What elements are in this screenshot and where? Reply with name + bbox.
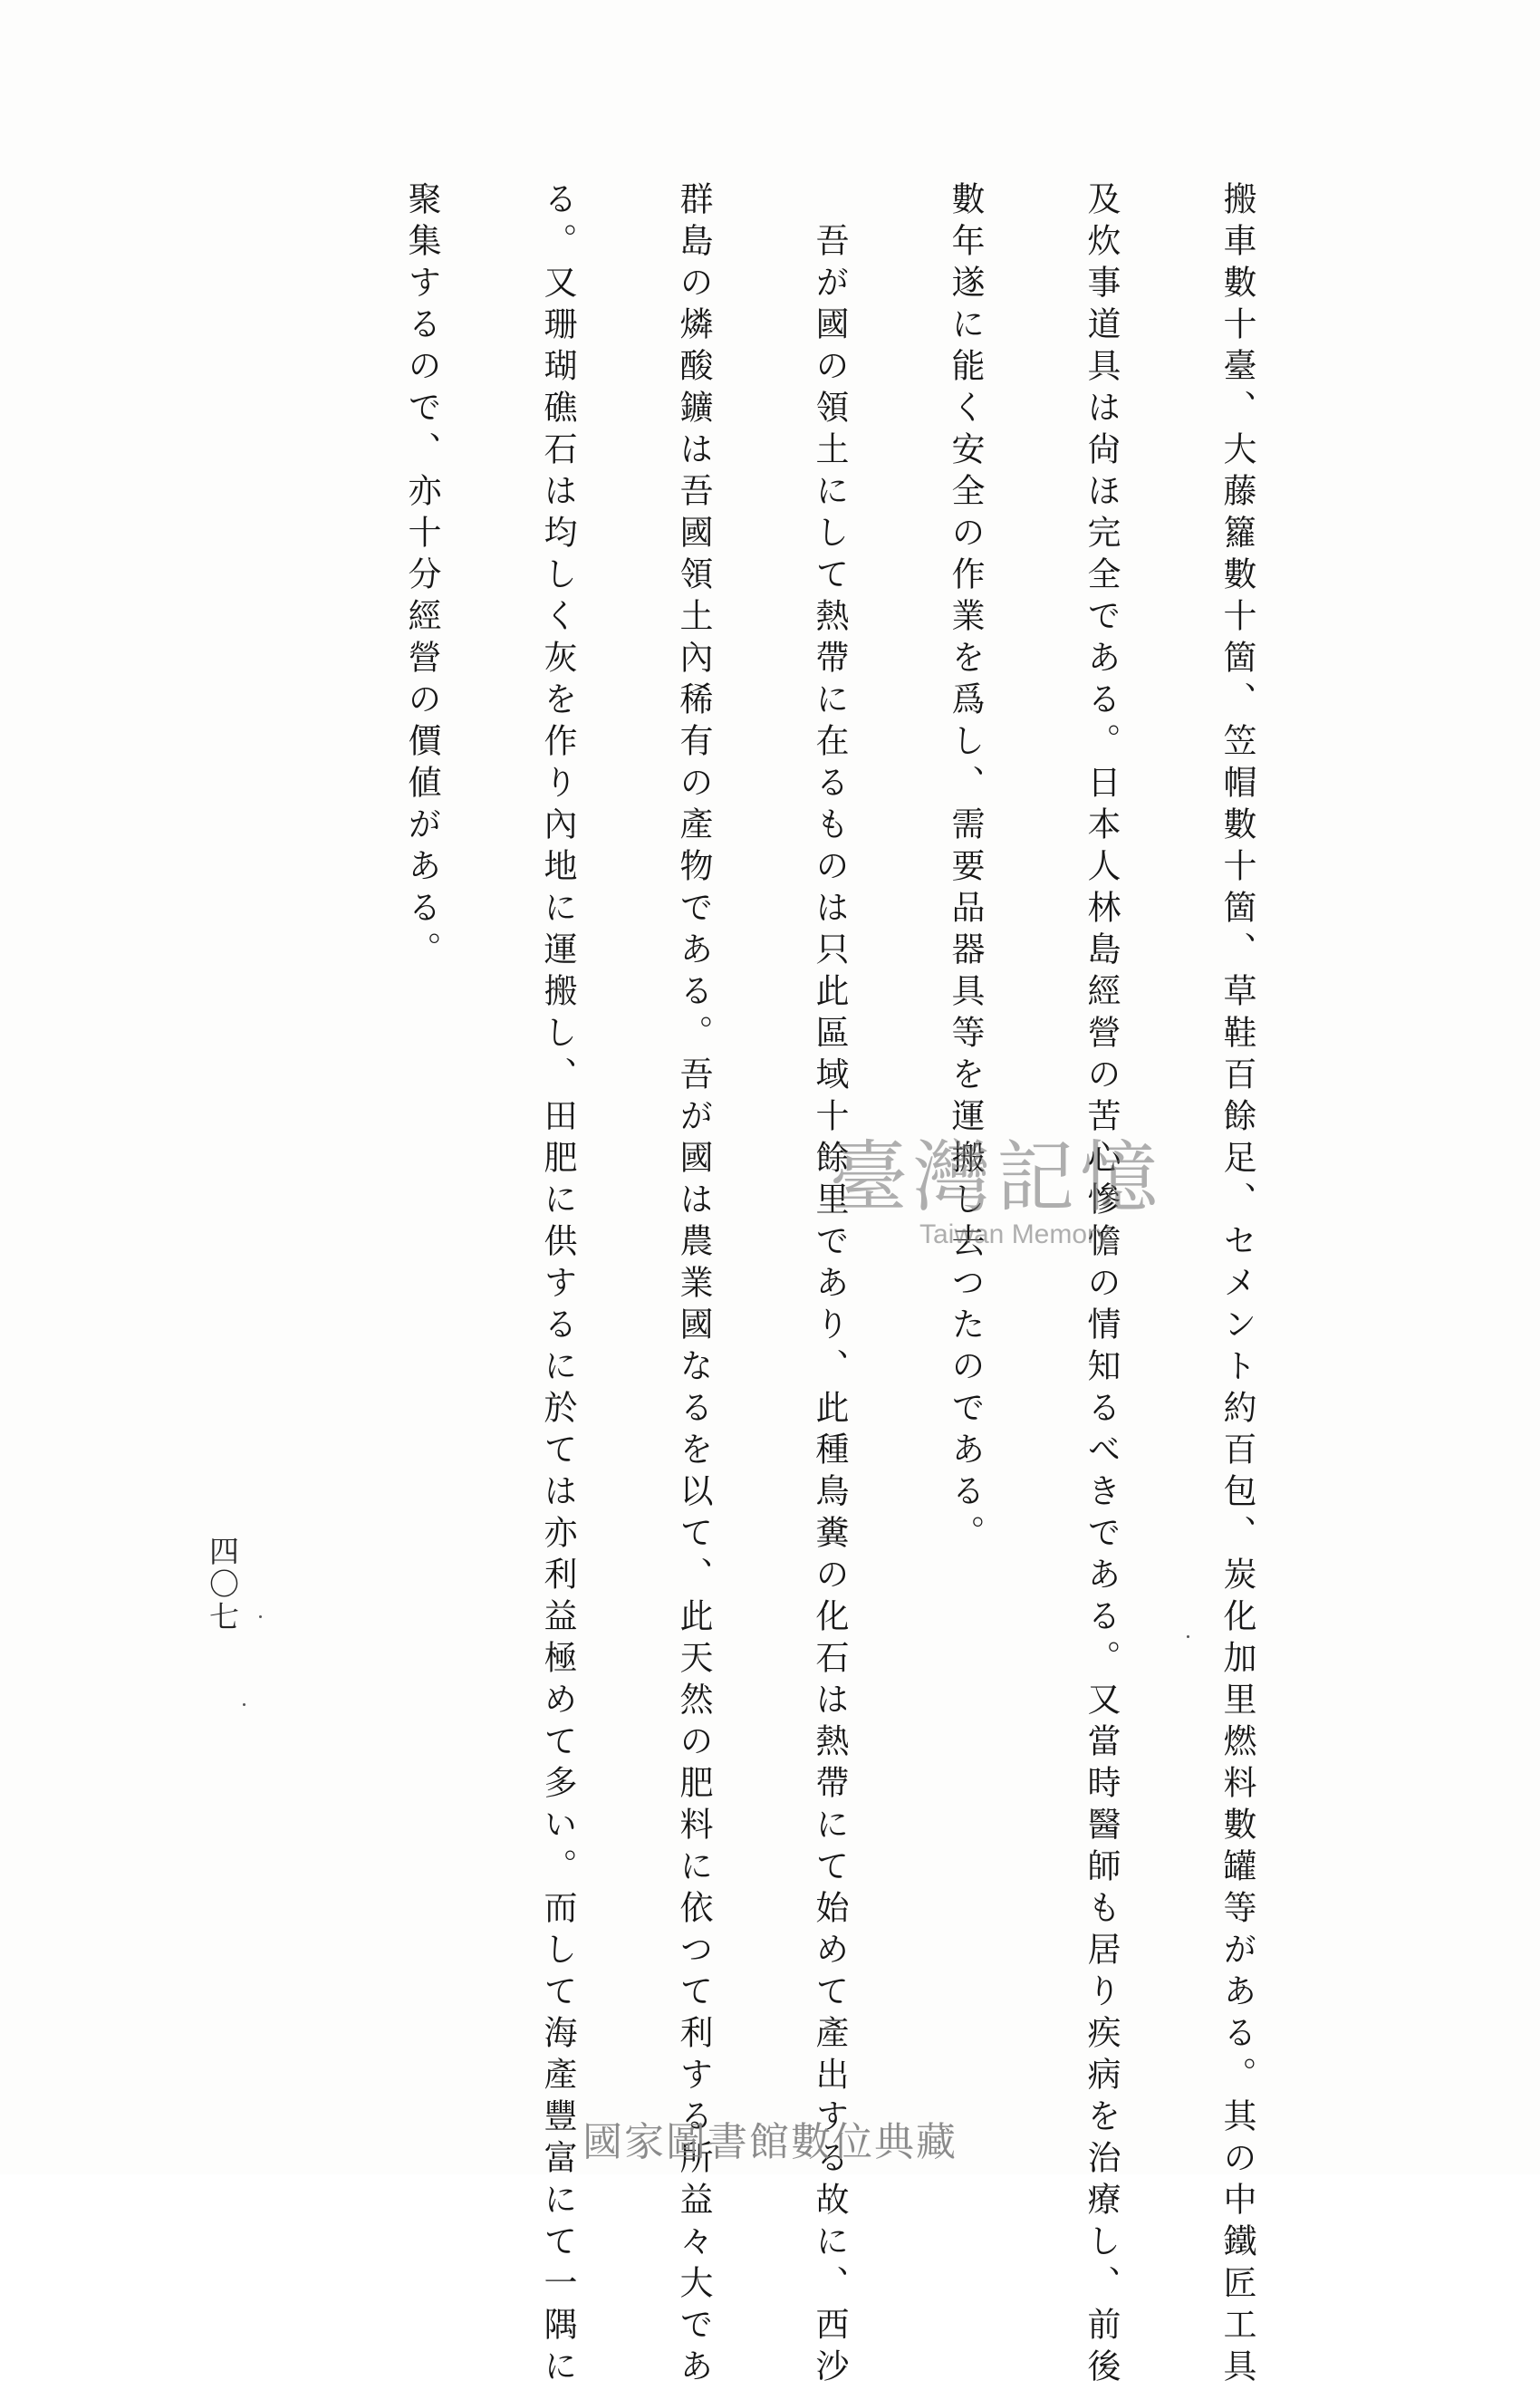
scan-speck (259, 1615, 262, 1618)
text-column-4: 吾が國の領土にして熱帶に在るものは只此區域十餘里であり、此種鳥糞の化石は熱帶にて始めて產出する故に、西沙 (810, 181, 849, 2390)
text-column-2: 及炊事道具は尙ほ完全である。日本人林島經營の苦心慘憺の情知るべきである。又當時醫師も居り疾病を治療し、前後 (1082, 181, 1121, 2390)
footer-library-credit: 國家圖書館數位典藏 (582, 2119, 958, 2165)
scan-speck (1187, 1635, 1189, 1638)
scan-speck (243, 1703, 245, 1706)
page-number: 四〇七 (205, 1536, 240, 1633)
watermark-title: 臺灣記憶 (830, 1132, 1163, 1223)
text-column-6: る。又珊瑚礁石は均しく灰を作り內地に運搬し、田肥に供するに於ては亦利益極めて多い。而して海產豐富にて一隅に (538, 181, 577, 2390)
text-column-5: 群島の燐酸鑛は吾國領土內稀有の產物である。吾が國は農業國なるを以て、此天然の肥料に依つて利する所益々大であ (674, 181, 713, 2390)
text-column-7: 聚集するので、亦十分經營の價値がある。 (402, 181, 441, 973)
text-column-3: 數年遂に能く安全の作業を爲し、需要品器具等を運搬し去つたのである。 (946, 181, 985, 1556)
watermark-subtitle: Taiwan Memory (919, 1219, 1111, 1249)
text-column-1: 搬車數十臺、大藤籮數十箇、笠帽數十箇、草鞋百餘足、セメント約百包、炭化加里燃料數罐等がある。其の中鐵匠工具 (1218, 181, 1256, 2390)
